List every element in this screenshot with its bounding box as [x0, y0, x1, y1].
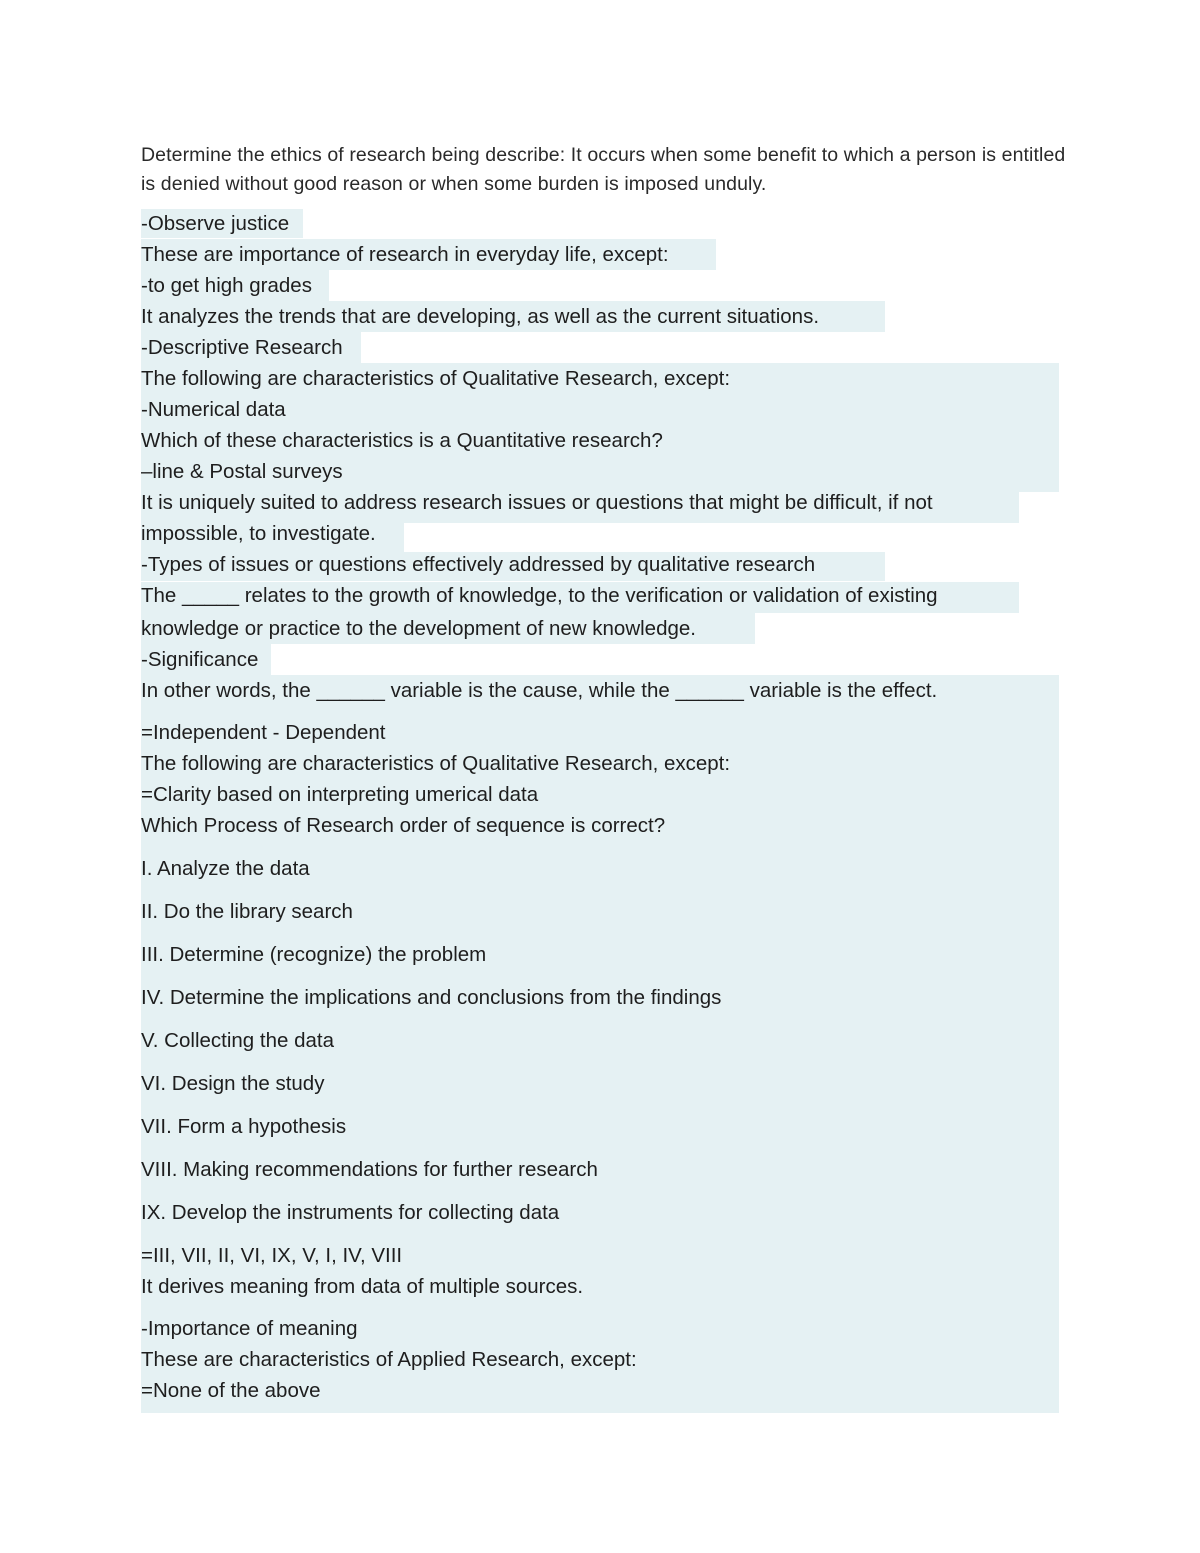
answer-line: -to get high grades	[141, 274, 312, 297]
sequence-item: V. Collecting the data	[141, 1029, 334, 1052]
question-line: Which of these characteristics is a Quantitative research?	[141, 429, 663, 452]
question-line: Which Process of Research order of sequence is correct?	[141, 814, 666, 837]
answer-line: -Observe justice	[141, 212, 290, 235]
answer-line: =None of the above	[141, 1379, 321, 1402]
question-line: The following are characteristics of Qualitative Research, except:	[141, 367, 731, 390]
answer-line: -Types of issues or questions effectively addressed by qualitative research	[141, 553, 816, 576]
answer-line: =III, VII, II, VI, IX, V, I, IV, VIII	[141, 1244, 403, 1267]
question-line: In other words, the ______ variable is the cause, while the ______ variable is the effect.	[141, 679, 938, 702]
question-line: knowledge or practice to the development of new knowledge.	[141, 617, 696, 640]
question-line: It derives meaning from data of multiple sources.	[141, 1275, 584, 1298]
sequence-item: VI. Design the study	[141, 1072, 325, 1095]
question-line: The following are characteristics of Qualitative Research, except:	[141, 752, 731, 775]
intro-paragraph: Determine the ethics of research being describe: It occurs when some benefit to which a person is entitled is denied without good reason or when some burden is imposed unduly.	[141, 144, 1066, 195]
sequence-item: II. Do the library search	[141, 900, 353, 923]
question-line: It is uniquely suited to address research issues or questions that might be difficult, if not	[141, 491, 933, 514]
answer-line: -Descriptive Research	[141, 336, 343, 359]
answer-line: =Clarity based on interpreting umerical data	[141, 783, 539, 806]
sequence-item: IX. Develop the instruments for collecting data	[141, 1201, 560, 1224]
answer-line: -Significance	[141, 648, 259, 671]
sequence-item: IV. Determine the implications and conclusions from the findings	[141, 986, 722, 1009]
answer-line: -Importance of meaning	[141, 1317, 358, 1340]
answer-line: =Independent - Dependent	[141, 721, 386, 744]
question-line: It analyzes the trends that are developing, as well as the current situations.	[141, 305, 820, 328]
question-line: impossible, to investigate.	[141, 522, 376, 545]
sequence-item: III. Determine (recognize) the problem	[141, 943, 487, 966]
sequence-item: VII. Form a hypothesis	[141, 1115, 347, 1138]
question-line: These are characteristics of Applied Research, except:	[141, 1348, 637, 1371]
answer-line: –line & Postal surveys	[141, 460, 343, 483]
sequence-item: I. Analyze the data	[141, 857, 310, 880]
question-line: The _____ relates to the growth of knowledge, to the verification or validation of existing	[141, 584, 938, 607]
sequence-item: VIII. Making recommendations for further research	[141, 1158, 598, 1181]
question-line: These are importance of research in everyday life, except:	[141, 243, 669, 266]
answer-line: -Numerical data	[141, 398, 286, 421]
